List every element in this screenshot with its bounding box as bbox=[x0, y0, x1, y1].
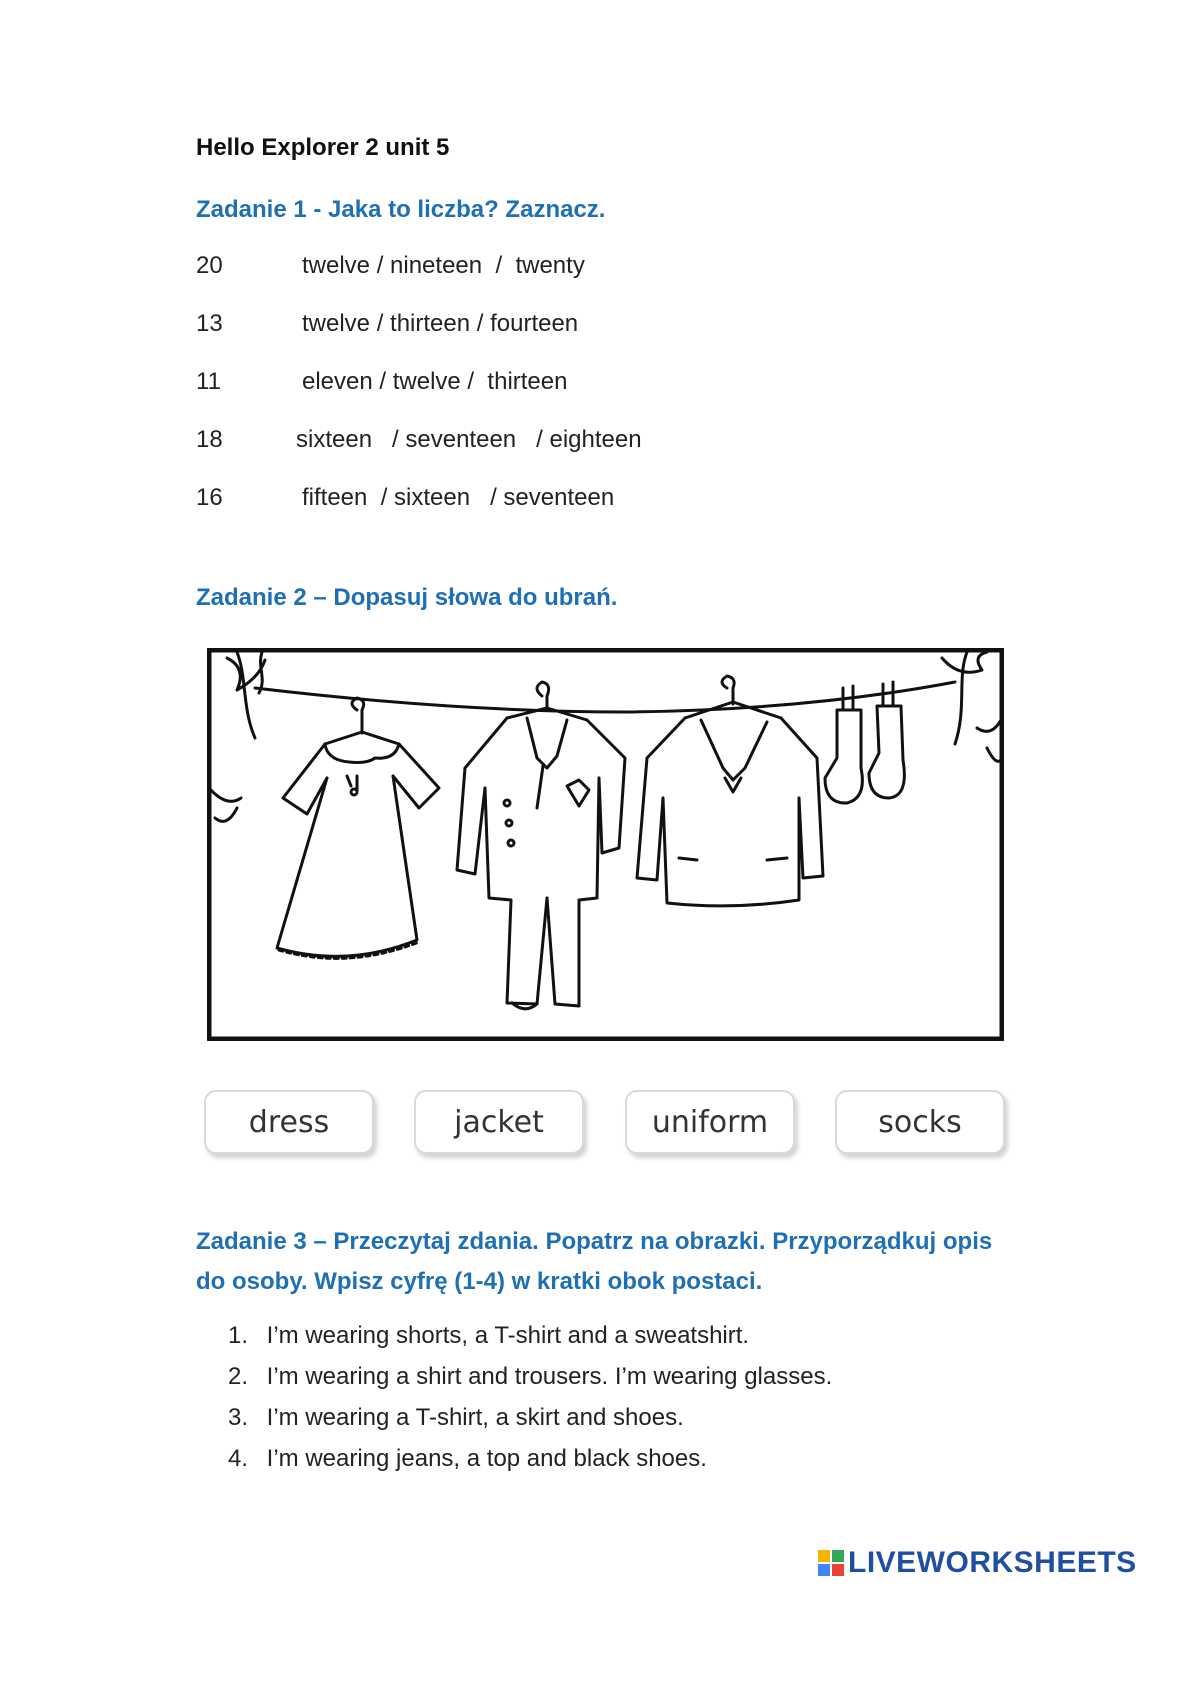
number-value: 16 bbox=[196, 484, 223, 511]
clothesline-illustration bbox=[207, 648, 1004, 1041]
word-card-dress[interactable]: dress bbox=[204, 1090, 374, 1154]
number-value: 18 bbox=[196, 426, 223, 453]
task3-heading: Zadanie 3 – Przeczytaj zdania. Popatrz na obrazki. Przyporządkuj opis do osoby. Wpisz cyfrę (1-4) w kratki obok postaci. bbox=[196, 1228, 993, 1295]
word-card-jacket[interactable]: jacket bbox=[414, 1090, 584, 1154]
dress-drawing bbox=[277, 698, 439, 958]
logo-mark-icon bbox=[818, 1550, 844, 1576]
sentence-number: 2. bbox=[228, 1363, 249, 1390]
sentence-number: 4. bbox=[228, 1445, 249, 1472]
word-card-uniform[interactable]: uniform bbox=[625, 1090, 795, 1154]
sentence-number: 1. bbox=[228, 1322, 249, 1349]
number-options[interactable]: twelve / nineteen / twenty bbox=[302, 252, 585, 279]
sentence-text: I’m wearing jeans, a top and black shoes. bbox=[266, 1445, 707, 1472]
number-value: 13 bbox=[196, 310, 223, 337]
number-options[interactable]: sixteen / seventeen / eighteen bbox=[296, 426, 642, 453]
sentence-list bbox=[228, 1322, 832, 1486]
liveworksheets-logo bbox=[818, 1546, 1137, 1580]
number-options[interactable]: fifteen / sixteen / seventeen bbox=[302, 484, 615, 511]
brand-name: LIVEWORKSHEETS bbox=[848, 1546, 1137, 1579]
document-title: Hello Explorer 2 unit 5 bbox=[196, 134, 450, 161]
task1-heading: Zadanie 1 - Jaka to liczba? Zaznacz. bbox=[196, 196, 606, 223]
list-item bbox=[228, 1363, 832, 1404]
sentence-text: I’m wearing a shirt and trousers. I’m wearing glasses. bbox=[266, 1363, 833, 1390]
number-value: 11 bbox=[196, 368, 221, 395]
number-options[interactable]: eleven / twelve / thirteen bbox=[302, 368, 568, 395]
sentence-text: I’m wearing shorts, a T-shirt and a sweatshirt. bbox=[266, 1322, 750, 1349]
list-item bbox=[228, 1404, 832, 1445]
word-card-socks[interactable]: socks bbox=[835, 1090, 1005, 1154]
list-item bbox=[228, 1322, 832, 1363]
list-item bbox=[228, 1445, 832, 1486]
task2-heading: Zadanie 2 – Dopasuj słowa do ubrań. bbox=[196, 584, 618, 611]
sentence-text: I’m wearing a T-shirt, a skirt and shoes. bbox=[266, 1404, 684, 1431]
sentence-number: 3. bbox=[228, 1404, 249, 1431]
number-options[interactable]: twelve / thirteen / fourteen bbox=[302, 310, 579, 337]
number-value: 20 bbox=[196, 252, 223, 279]
uniform-drawing bbox=[457, 682, 625, 1009]
